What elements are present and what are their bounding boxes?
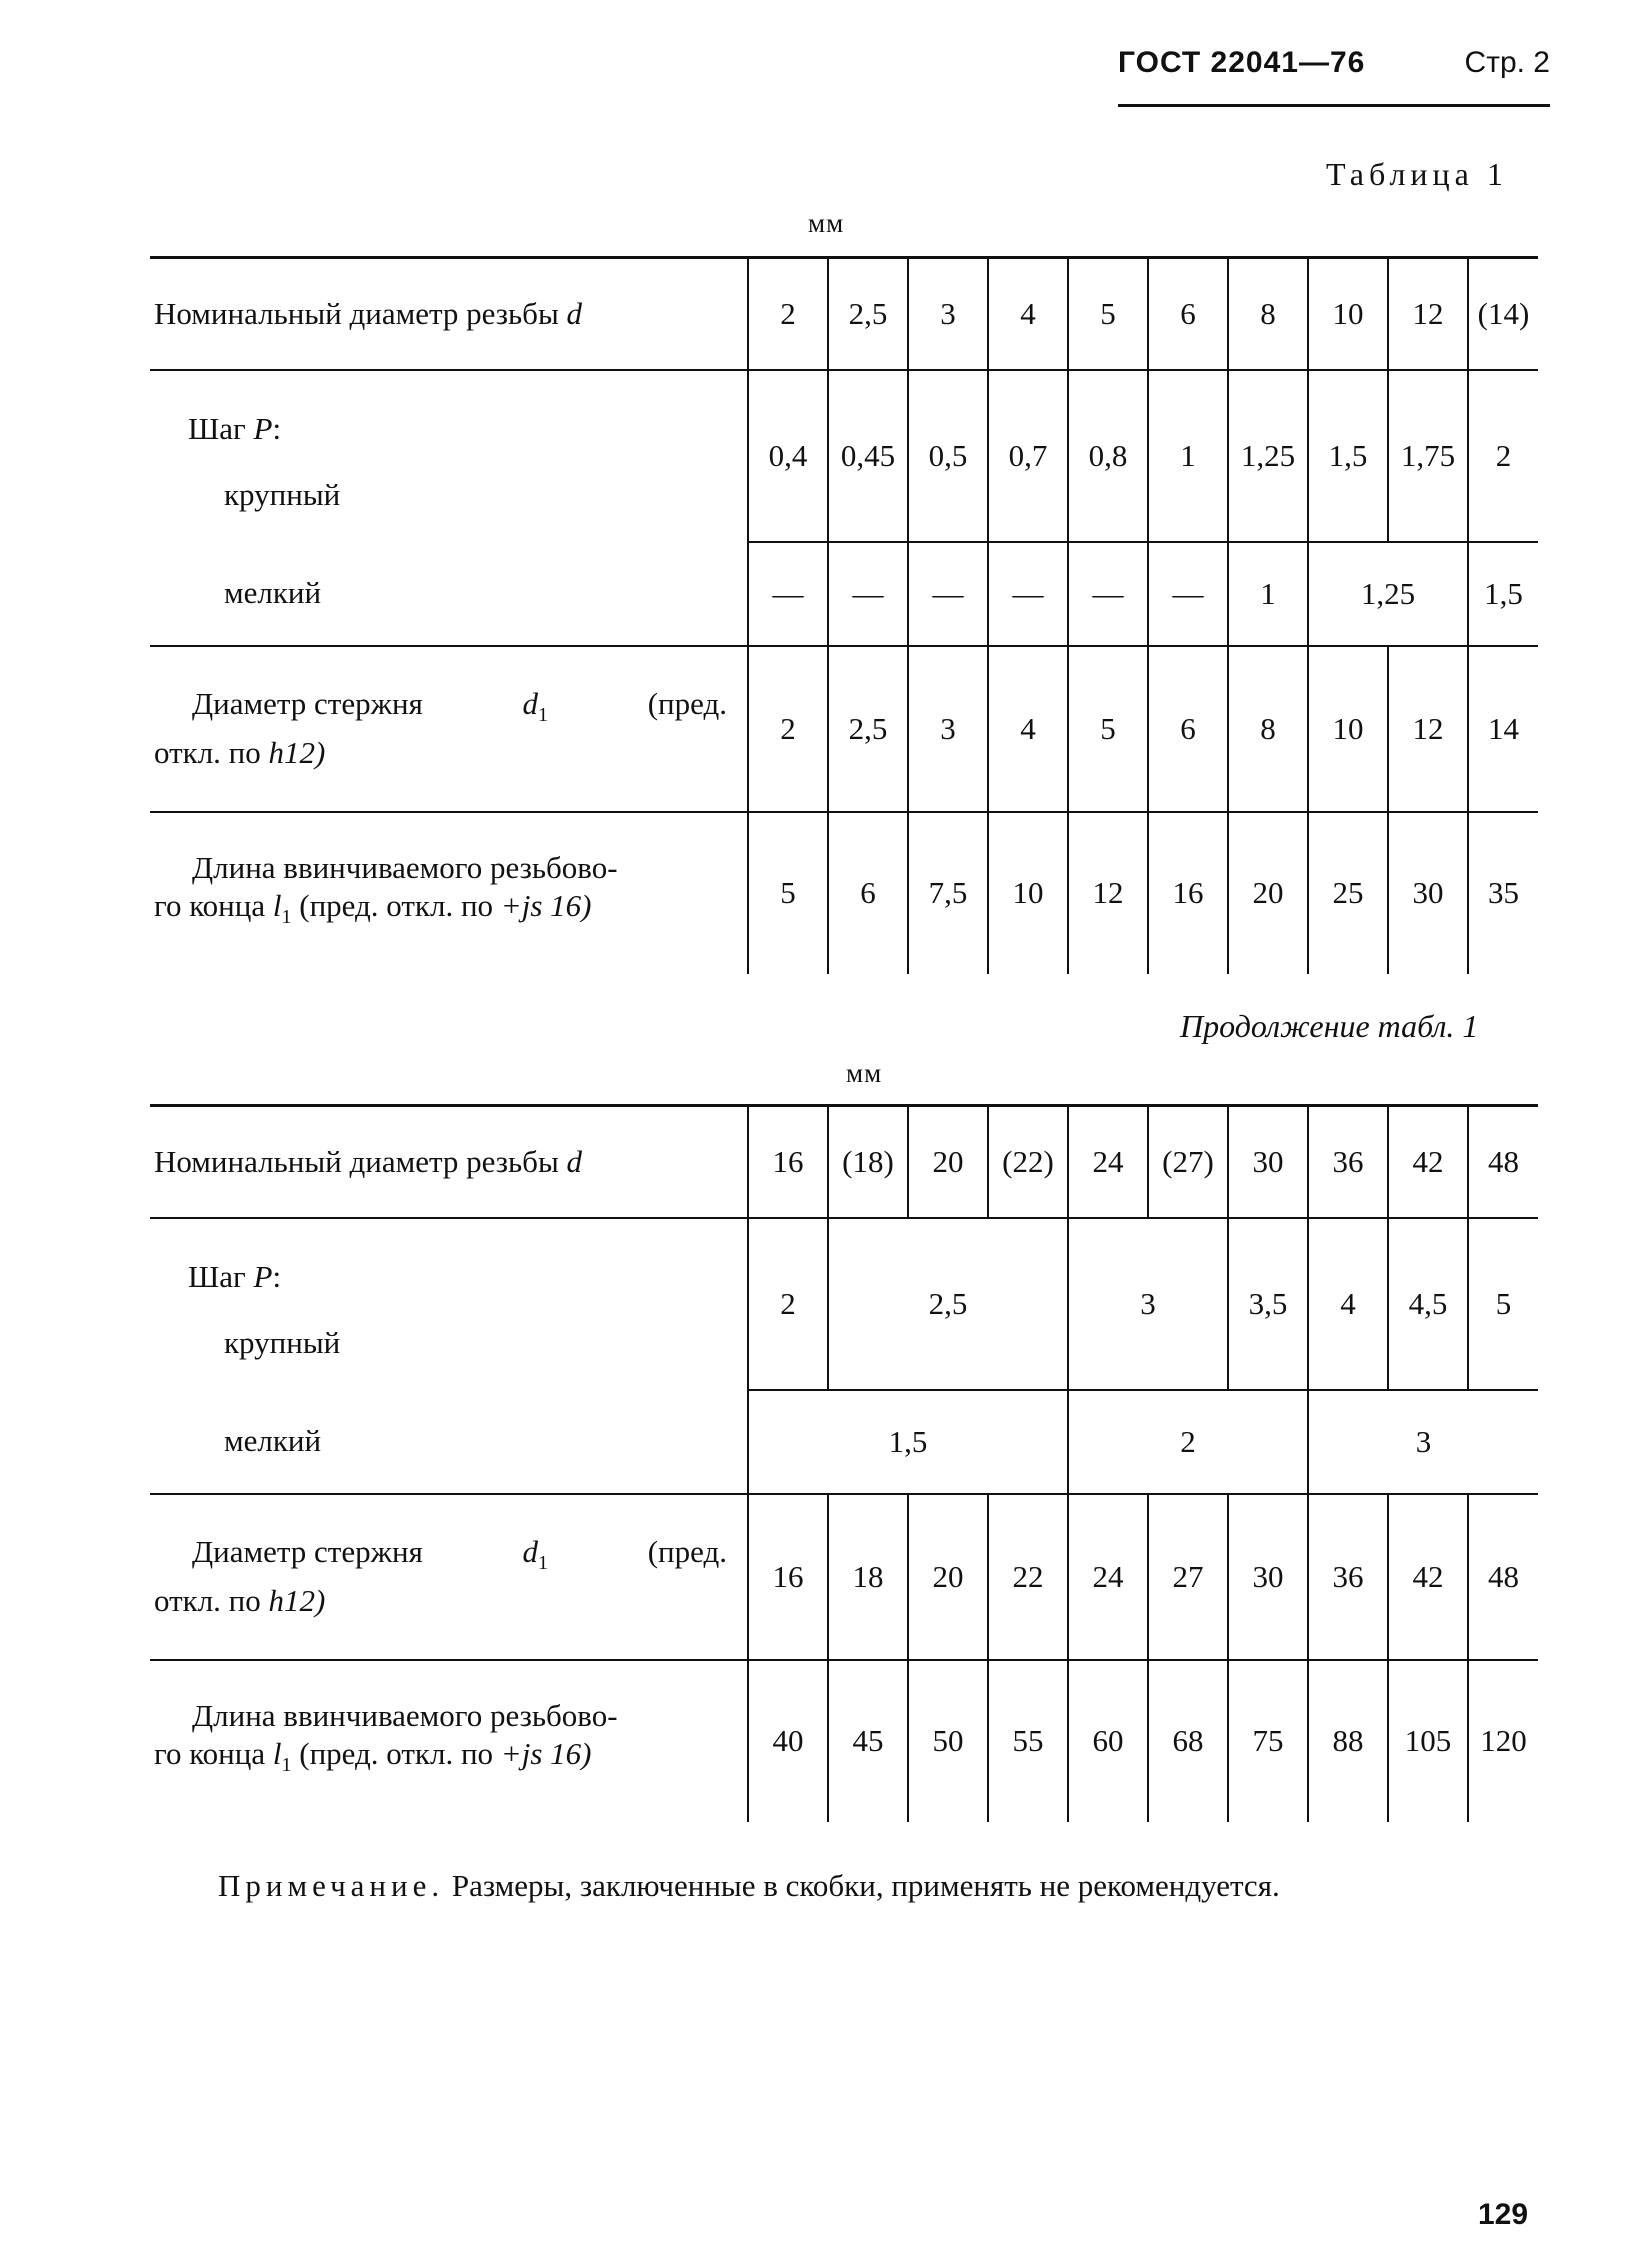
table-cell: 42 <box>1388 1494 1468 1660</box>
table-cell: 2 <box>1068 1390 1308 1494</box>
row-label-rod: Диаметр стержня $d_1$ (пред. откл. по h12) <box>150 646 748 812</box>
table-cell: 68 <box>1148 1660 1228 1822</box>
table-cell: 20 <box>908 1494 988 1660</box>
table-cell: (14) <box>1468 258 1538 370</box>
table-cell: 14 <box>1468 646 1538 812</box>
page-number: 129 <box>1478 2198 1529 2231</box>
table-cell: 16 <box>748 1106 828 1218</box>
table1-continued <box>150 1104 1538 1822</box>
row-label-diameter: Номинальный диаметр резьбы d <box>150 258 748 370</box>
table-cell: 1 <box>1148 370 1228 542</box>
table-cell: 6 <box>1148 258 1228 370</box>
row-label-coarse: крупный <box>224 476 341 512</box>
table1 <box>150 256 1538 974</box>
table-cell: 35 <box>1468 812 1538 974</box>
table-cell: 16 <box>748 1494 828 1660</box>
table-cell: — <box>748 542 828 646</box>
table-cell: (27) <box>1148 1106 1228 1218</box>
table-cell: 6 <box>828 812 908 974</box>
table-cell: 3 <box>1308 1390 1538 1494</box>
table-cell: 12 <box>1388 258 1468 370</box>
table-cell: 5 <box>1068 646 1148 812</box>
table-cell: 3 <box>908 646 988 812</box>
row-label-rod: Диаметр стержня $d_1$ (пред. откл. по h12) <box>150 1494 748 1660</box>
table-cell: 30 <box>1228 1106 1308 1218</box>
table-cell: — <box>988 542 1068 646</box>
table-cell: 2 <box>748 258 828 370</box>
table-cell: 0,45 <box>828 370 908 542</box>
table-cell: 48 <box>1468 1494 1538 1660</box>
row-label-fine: мелкий <box>224 1423 322 1458</box>
table-cell: — <box>1148 542 1228 646</box>
table2-row-diameter <box>150 1106 1538 1218</box>
table-cell: 25 <box>1308 812 1388 974</box>
table-cell: 5 <box>1068 258 1148 370</box>
table-cell: 12 <box>1068 812 1148 974</box>
table1-continued-caption: Продолжение табл. 1 <box>1180 1008 1479 1044</box>
table-cell: 20 <box>1228 812 1308 974</box>
standard-number: ГОСТ 22041—76 <box>1118 46 1366 79</box>
page-reference: Стр. 2 <box>1464 46 1550 79</box>
table-cell: 88 <box>1308 1660 1388 1822</box>
table-cell: 2,5 <box>828 646 908 812</box>
table1-continued-unit: мм <box>846 1058 883 1088</box>
row-label-fine: мелкий <box>224 575 322 610</box>
table-cell: 4 <box>988 258 1068 370</box>
table-cell: 42 <box>1388 1106 1468 1218</box>
footnote <box>150 1866 1538 1906</box>
table-cell: 6 <box>1148 646 1228 812</box>
table-cell: 120 <box>1468 1660 1538 1822</box>
table-cell: 24 <box>1068 1106 1148 1218</box>
table2-row-length <box>150 1660 1538 1822</box>
table1-row-pitch-head <box>150 370 1538 448</box>
note-text: Размеры, заключенные в скобки, применять не рекомендуется. <box>451 1868 1280 1903</box>
table-cell: 48 <box>1468 1106 1538 1218</box>
table-cell: (22) <box>988 1106 1068 1218</box>
table1-row-length <box>150 812 1538 974</box>
table-cell: 18 <box>828 1494 908 1660</box>
table-cell: 4 <box>988 646 1068 812</box>
table-cell: 4,5 <box>1388 1218 1468 1390</box>
table-cell: 1,5 <box>1468 542 1538 646</box>
table-cell: 105 <box>1388 1660 1468 1822</box>
table-cell: — <box>1068 542 1148 646</box>
table-cell: 8 <box>1228 646 1308 812</box>
table-cell: 1 <box>1228 542 1308 646</box>
table-cell: 1,25 <box>1308 542 1468 646</box>
table-cell: 0,4 <box>748 370 828 542</box>
row-label-length: Длина ввинчиваемого резьбово- го конца $l_1$ (пред. откл. по +js 16) <box>150 812 748 974</box>
table-cell: 27 <box>1148 1494 1228 1660</box>
table-cell: 5 <box>748 812 828 974</box>
table-cell: 2 <box>748 646 828 812</box>
table-cell: 1,75 <box>1388 370 1468 542</box>
row-label-pitch: Шаг P: <box>150 1218 748 1296</box>
table-cell: 2 <box>748 1218 828 1390</box>
row-label-length: Длина ввинчиваемого резьбово- го конца $l_1$ (пред. откл. по +js 16) <box>150 1660 748 1822</box>
table-cell: 0,7 <box>988 370 1068 542</box>
table-cell: 5 <box>1468 1218 1538 1390</box>
table-cell: 55 <box>988 1660 1068 1822</box>
row-label-pitch: Шаг P: <box>150 370 748 448</box>
table-cell: 30 <box>1388 812 1468 974</box>
table1-row-rod <box>150 646 1538 812</box>
table-cell: 20 <box>908 1106 988 1218</box>
table-cell: 0,8 <box>1068 370 1148 542</box>
table-cell: 4 <box>1308 1218 1388 1390</box>
table-cell: 3 <box>908 258 988 370</box>
table-cell: 12 <box>1388 646 1468 812</box>
table-cell: 2,5 <box>828 258 908 370</box>
table-cell: 1,5 <box>1308 370 1388 542</box>
table2-row-pitch-head <box>150 1218 1538 1296</box>
table-cell: 8 <box>1228 258 1308 370</box>
table-cell: 2 <box>1468 370 1538 542</box>
table1-row-diameter <box>150 258 1538 370</box>
table-cell: 0,5 <box>908 370 988 542</box>
table-cell: 1,25 <box>1228 370 1308 542</box>
table1-unit: мм <box>808 208 845 238</box>
table-cell: 30 <box>1228 1494 1308 1660</box>
table-cell: 7,5 <box>908 812 988 974</box>
table-cell: 3,5 <box>1228 1218 1308 1390</box>
table-cell: 45 <box>828 1660 908 1822</box>
row-label-coarse: крупный <box>224 1324 341 1360</box>
table-cell: 24 <box>1068 1494 1148 1660</box>
table-cell: — <box>908 542 988 646</box>
table1-caption: Таблица 1 <box>1326 156 1508 192</box>
table-cell: 2,5 <box>828 1218 1068 1390</box>
table-cell: 75 <box>1228 1660 1308 1822</box>
table-cell: 60 <box>1068 1660 1148 1822</box>
table-cell: 40 <box>748 1660 828 1822</box>
running-header <box>1118 46 1550 107</box>
table-cell: 10 <box>1308 258 1388 370</box>
row-label-diameter: Номинальный диаметр резьбы d <box>150 1106 748 1218</box>
table1-row-fine <box>150 542 1538 646</box>
table-cell: 1,5 <box>748 1390 1068 1494</box>
table-cell: 10 <box>988 812 1068 974</box>
table-cell: 22 <box>988 1494 1068 1660</box>
table-cell: 50 <box>908 1660 988 1822</box>
table-cell: 36 <box>1308 1106 1388 1218</box>
table-cell: 3 <box>1068 1218 1228 1390</box>
table-cell: 10 <box>1308 646 1388 812</box>
table-cell: 36 <box>1308 1494 1388 1660</box>
table-cell: 16 <box>1148 812 1228 974</box>
table2-row-rod <box>150 1494 1538 1660</box>
table2-row-fine <box>150 1390 1538 1494</box>
table-cell: — <box>828 542 908 646</box>
note-label: Примечание. <box>218 1868 445 1903</box>
table-cell: (18) <box>828 1106 908 1218</box>
